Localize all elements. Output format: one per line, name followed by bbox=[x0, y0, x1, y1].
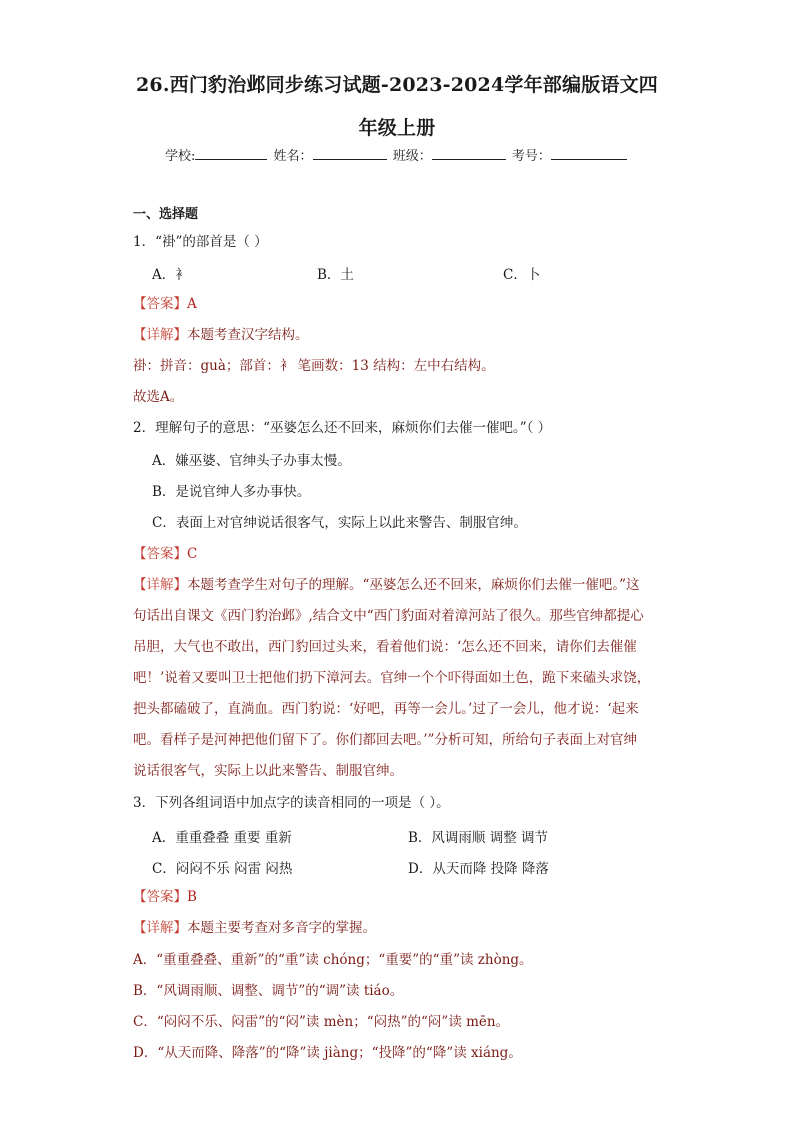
q3-stem: 3．下列各组词语中加点字的读音相同的一项是（ ）。 bbox=[133, 795, 450, 811]
q1-option-a: A．衤 bbox=[152, 267, 189, 283]
school-blank[interactable] bbox=[195, 145, 267, 160]
q1-option-b: B．土 bbox=[317, 267, 354, 283]
section-heading: 一、选择题 bbox=[133, 207, 199, 222]
q1-detail-text: 本题考查汉字结构。 bbox=[187, 327, 309, 343]
q1-detail-line2: 褂：拼音：guà；部首：衤 笔画数：13 结构：左中右结构。 bbox=[133, 358, 495, 374]
q3-answer-tag: 【答案】 bbox=[133, 889, 187, 905]
name-label: 姓名： bbox=[273, 149, 313, 164]
page-title-line2: 年级上册 bbox=[358, 117, 436, 139]
q3-explanation-c: C．“闷闷不乐、闷雷”的“闷”读 mèn；“闷热”的“闷”读 mēn。 bbox=[133, 1014, 510, 1030]
exam-no-label: 考号： bbox=[511, 149, 551, 164]
q3-detail-text: 本题主要考查对多音字的掌握。 bbox=[187, 920, 376, 936]
q1-detail bbox=[133, 325, 309, 345]
q1-answer-tag: 【答案】 bbox=[133, 296, 187, 312]
q2-detail-line3: 吊胆，大气也不敢出，西门豹回过头来，看着他们说：‘怎么还不回来，请你们去催催 bbox=[133, 639, 637, 655]
q2-detail-line4: 吧！’说着又要叫卫士把他们扔下漳河去。官绅一个个吓得面如土色，跪下来磕头求饶， bbox=[133, 670, 651, 686]
q2-detail-tag: 【详解】 bbox=[133, 577, 187, 593]
q3-answer bbox=[133, 887, 197, 907]
q1-answer-value: A bbox=[187, 296, 197, 312]
q2-option-b: B．是说官绅人多办事快。 bbox=[152, 484, 311, 500]
q2-detail-line7: 说话很客气，实际上以此来警告、制服官绅。 bbox=[133, 763, 403, 779]
q3-option-d: D．从天而降 投降 降落 bbox=[408, 861, 549, 877]
q2-detail-line2: 句话出自课文《西门豹治邺》,结合文中“西门豹面对着漳河站了很久。那些官绅都提心 bbox=[133, 608, 644, 624]
q2-answer bbox=[133, 544, 197, 564]
q3-option-c: C．闷闷不乐 闷雷 闷热 bbox=[152, 861, 293, 877]
q2-detail-line1 bbox=[133, 575, 640, 595]
class-label: 班级： bbox=[392, 149, 432, 164]
q1-answer bbox=[133, 294, 197, 314]
q3-answer-value: B bbox=[187, 889, 197, 905]
q2-detail-line6: 吧。看样子是河神把他们留下了。你们都回去吧。’”分析可知，所给句子表面上对官绅 bbox=[133, 732, 637, 748]
exam-no-blank[interactable] bbox=[551, 145, 627, 160]
q2-detail-line5: 把头都磕破了，直淌血。西门豹说：‘好吧，再等一会儿。’过了一会儿，他才说：‘起来 bbox=[133, 701, 639, 717]
name-blank[interactable] bbox=[313, 145, 387, 160]
q2-detail-text: 本题考查学生对句子的理解。“巫婆怎么还不回来，麻烦你们去催一催吧。”这 bbox=[187, 577, 640, 593]
q1-conclusion: 故选A。 bbox=[133, 389, 184, 405]
q3-option-a: A．重重叠叠 重要 重新 bbox=[152, 830, 292, 846]
q3-option-b: B．风调雨顺 调整 调节 bbox=[408, 830, 549, 846]
q2-stem: 2．理解句子的意思：“巫婆怎么还不回来，麻烦你们去催一催吧。”（ ） bbox=[133, 420, 552, 436]
q3-explanation-d: D．“从天而降、降落”的“降”读 jiàng；“投降”的“降”读 xiáng。 bbox=[133, 1045, 522, 1061]
q2-option-c: C．表面上对官绅说话很客气，实际上以此来警告、制服官绅。 bbox=[152, 515, 527, 531]
q1-detail-tag: 【详解】 bbox=[133, 327, 187, 343]
q2-option-a: A．嫌巫婆、官绅头子办事太慢。 bbox=[152, 453, 351, 469]
q3-explanation-a: A．“重重叠叠、重新”的“重”读 chóng；“重要”的“重”读 zhòng。 bbox=[133, 952, 533, 968]
q2-answer-value: C bbox=[187, 546, 198, 562]
q1-stem: 1．“褂”的部首是（ ） bbox=[133, 234, 268, 250]
q1-option-c: C．卜 bbox=[503, 267, 541, 283]
page-title-line1: 26.西门豹治邺同步练习试题-2023-2024学年部编版语文四 bbox=[136, 74, 658, 96]
student-info-row bbox=[165, 145, 629, 164]
q3-explanation-b: B．“风调雨顺、调整、调节”的“调”读 tiáo。 bbox=[133, 983, 404, 999]
class-blank[interactable] bbox=[432, 145, 506, 160]
q3-detail-tag: 【详解】 bbox=[133, 920, 187, 936]
q3-detail bbox=[133, 918, 376, 938]
school-label: 学校: bbox=[165, 149, 196, 164]
q2-answer-tag: 【答案】 bbox=[133, 546, 187, 562]
